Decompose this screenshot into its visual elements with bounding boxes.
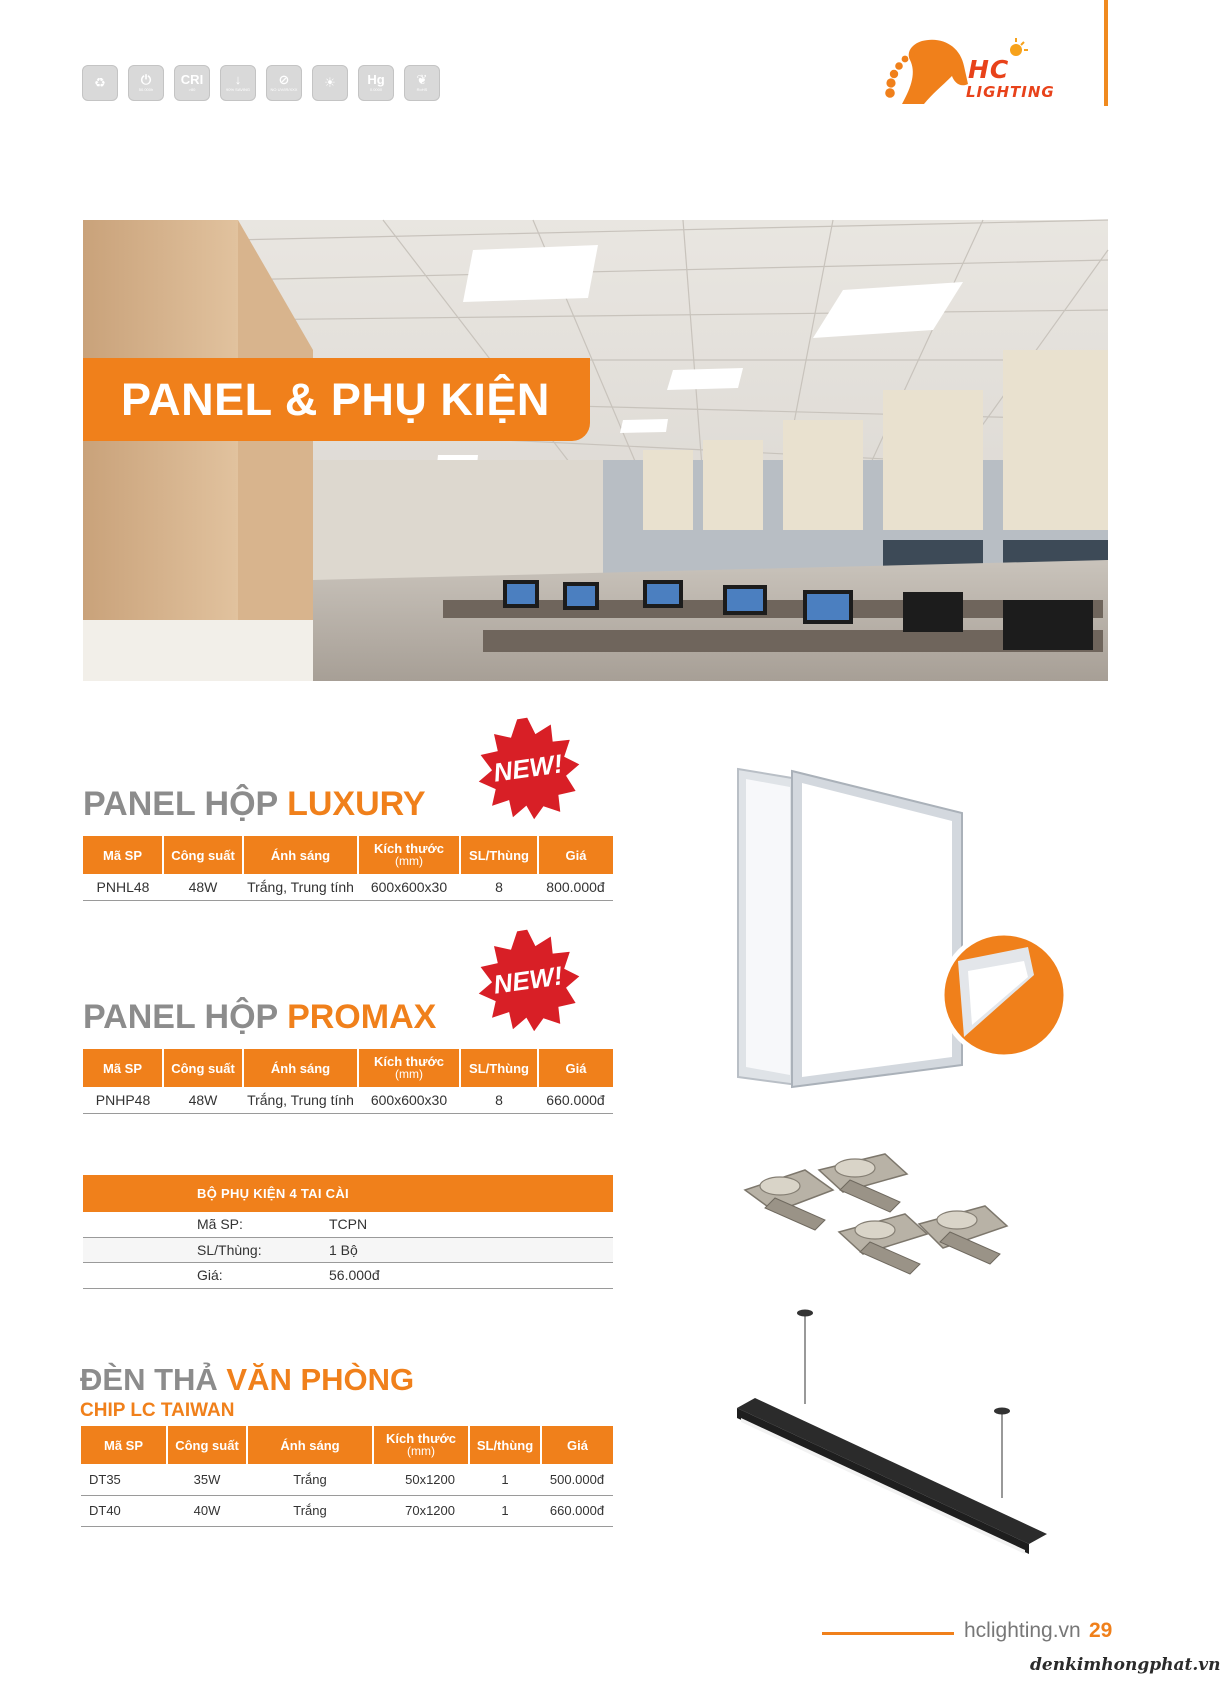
accessory-label: Mã SP: xyxy=(197,1216,243,1233)
col-cong-suat: Công suất xyxy=(163,836,243,874)
pendant-title-gray: ĐÈN THẢ xyxy=(80,1362,227,1397)
accessory-label: SL/Thùng: xyxy=(197,1241,262,1258)
table-header-row xyxy=(83,1049,613,1087)
pendant-title-orange: VĂN PHÒNG xyxy=(226,1362,415,1397)
pendant-title xyxy=(80,1362,414,1398)
leaf-icon: ❦ RoHS xyxy=(404,65,440,101)
pendant-lamp-image xyxy=(725,1308,1055,1558)
col-gia: Giá xyxy=(541,1426,613,1464)
cell-gia: 660.000đ xyxy=(538,1087,613,1113)
col-kich-thuoc-unit: (mm) xyxy=(407,1444,435,1458)
header-rule xyxy=(1104,0,1108,106)
cell-sl-thung: 1 xyxy=(469,1495,541,1526)
cri-icon: CRI >80 xyxy=(174,65,210,101)
cell-gia: 800.000đ xyxy=(538,874,613,900)
luxury-table xyxy=(83,836,613,901)
no-uv-icon: ⊘ NO UV/IR/XXX xyxy=(266,65,302,101)
list-item xyxy=(83,1263,613,1289)
col-kich-thuoc xyxy=(358,1049,460,1087)
download-arrow-icon: ↓ 90% SAVING xyxy=(220,65,256,101)
cell-kich-thuoc: 600x600x30 xyxy=(358,874,460,900)
col-gia: Giá xyxy=(538,1049,613,1087)
promax-title-gray: PANEL HỘP xyxy=(83,998,288,1036)
cell-kich-thuoc: 70x1200 xyxy=(373,1495,469,1526)
brand-sub: LIGHTING xyxy=(966,83,1055,101)
col-anh-sang: Ánh sáng xyxy=(247,1426,373,1464)
table-header-row xyxy=(83,836,613,874)
col-sl-thung: SL/Thùng xyxy=(460,836,538,874)
pendant-table xyxy=(81,1426,613,1527)
luxury-title-orange: LUXURY xyxy=(287,785,426,823)
recycle-icon: ♻ xyxy=(82,65,118,101)
accessory-box xyxy=(83,1175,613,1289)
col-kich-thuoc-unit: (mm) xyxy=(395,1067,423,1081)
watermark: denkimhongphat.vn xyxy=(1030,1655,1221,1675)
new-badge-text: NEW! xyxy=(491,959,565,1000)
new-badge-promax xyxy=(472,924,584,1036)
hero-title-banner xyxy=(83,358,590,441)
cell-kich-thuoc: 50x1200 xyxy=(373,1464,469,1495)
col-kich-thuoc-unit: (mm) xyxy=(395,854,423,868)
promax-table xyxy=(83,1049,613,1114)
footer-rule xyxy=(822,1632,954,1635)
col-gia: Giá xyxy=(538,836,613,874)
col-cong-suat: Công suất xyxy=(163,1049,243,1087)
cell-gia: 500.000đ xyxy=(541,1464,613,1495)
brand-name: HC xyxy=(968,55,1010,84)
col-sl-thung: SL/thùng xyxy=(469,1426,541,1464)
cell-anh-sang: Trắng, Trung tính xyxy=(243,1087,358,1113)
list-item xyxy=(83,1212,613,1238)
table-row xyxy=(81,1495,613,1526)
cell-ma-sp: PNHP48 xyxy=(83,1087,163,1113)
col-kich-thuoc-label: Kích thước xyxy=(374,841,444,856)
col-ma-sp: Mã SP xyxy=(83,1049,163,1087)
office-hero-image xyxy=(83,220,1108,681)
col-anh-sang: Ánh sáng xyxy=(243,1049,358,1087)
promax-title xyxy=(83,998,436,1037)
cell-cong-suat: 48W xyxy=(163,874,243,900)
cell-anh-sang: Trắng, Trung tính xyxy=(243,874,358,900)
col-kich-thuoc-label: Kích thước xyxy=(374,1054,444,1069)
cell-ma-sp: DT35 xyxy=(81,1464,167,1495)
cell-cong-suat: 35W xyxy=(167,1464,247,1495)
table-header-row xyxy=(81,1426,613,1464)
accessory-title: BỘ PHỤ KIỆN 4 TAI CÀI xyxy=(83,1175,613,1212)
mercury-free-icon: Hg 0.0000 xyxy=(358,65,394,101)
cell-sl-thung: 1 xyxy=(469,1464,541,1495)
accessory-value: TCPN xyxy=(329,1216,368,1233)
lifetime-clock-icon: ⏻ 50.000h xyxy=(128,65,164,101)
hero-title: PANEL & PHỤ KIỆN xyxy=(121,373,550,425)
new-badge-text: NEW! xyxy=(491,747,565,788)
bulb-icon: ☀ xyxy=(312,65,348,101)
col-kich-thuoc xyxy=(373,1426,469,1464)
new-badge-luxury xyxy=(472,712,584,824)
page-number: 29 xyxy=(1089,1619,1113,1642)
spring-clips-image xyxy=(735,1150,1020,1295)
table-row xyxy=(81,1464,613,1495)
promax-title-orange: PROMAX xyxy=(287,998,437,1036)
table-row xyxy=(83,874,613,900)
cell-sl-thung: 8 xyxy=(460,1087,538,1113)
panel-product-image xyxy=(728,765,1073,1095)
table-row xyxy=(83,1087,613,1113)
cell-anh-sang: Trắng xyxy=(247,1495,373,1526)
cell-cong-suat: 48W xyxy=(163,1087,243,1113)
col-sl-thung: SL/Thùng xyxy=(460,1049,538,1087)
certification-icons xyxy=(82,65,440,101)
cell-anh-sang: Trắng xyxy=(247,1464,373,1495)
pendant-subtitle: CHIP LC TAIWAN xyxy=(80,1400,235,1421)
accessory-value: 1 Bộ xyxy=(329,1241,358,1258)
cell-ma-sp: DT40 xyxy=(81,1495,167,1526)
cell-gia: 660.000đ xyxy=(541,1495,613,1526)
col-ma-sp: Mã SP xyxy=(83,836,163,874)
cell-ma-sp: PNHL48 xyxy=(83,874,163,900)
accessory-label: Giá: xyxy=(197,1267,223,1284)
accessory-value: 56.000đ xyxy=(329,1267,380,1284)
cell-kich-thuoc: 600x600x30 xyxy=(358,1087,460,1113)
list-item xyxy=(83,1238,613,1264)
col-kich-thuoc-label: Kích thước xyxy=(386,1431,456,1446)
footer-site[interactable]: hclighting.vn xyxy=(964,1619,1081,1642)
col-anh-sang: Ánh sáng xyxy=(243,836,358,874)
luxury-title-gray: PANEL HỘP xyxy=(83,785,288,823)
cell-sl-thung: 8 xyxy=(460,874,538,900)
col-ma-sp: Mã SP xyxy=(81,1426,167,1464)
col-cong-suat: Công suất xyxy=(167,1426,247,1464)
luxury-title xyxy=(83,785,426,824)
col-kich-thuoc xyxy=(358,836,460,874)
cell-cong-suat: 40W xyxy=(167,1495,247,1526)
